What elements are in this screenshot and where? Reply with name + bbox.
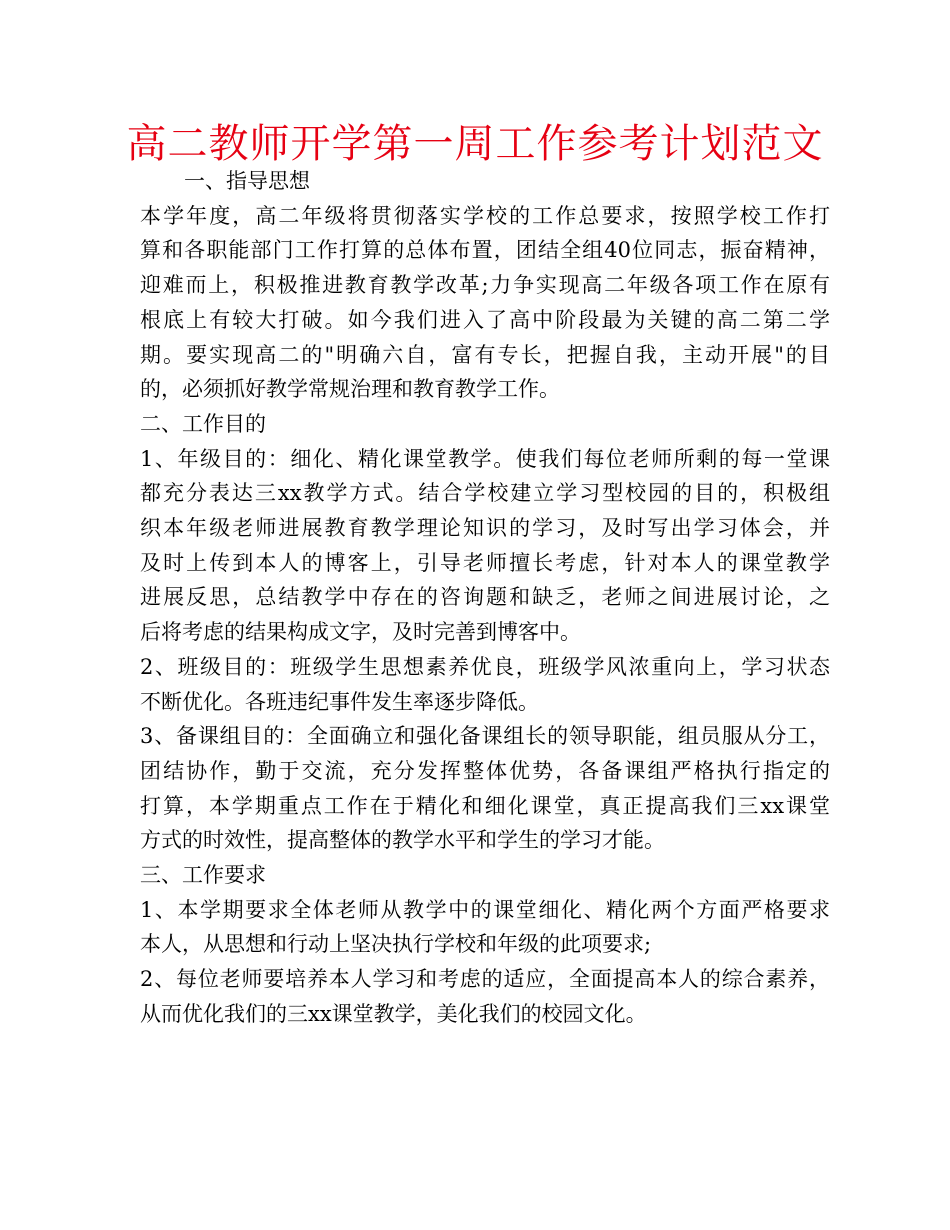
paragraph-line: 不断优化。各班违纪事件发生率逐步降低。 [140, 689, 539, 714]
paragraph-line: 期。要实现高二的"明确六自，富有专长，把握自我，主动开展"的目 [140, 342, 830, 367]
section-heading: 三、工作要求 [140, 863, 266, 888]
paragraph-line: 本人，从思想和行动上坚决执行学校和年级的此项要求; [140, 932, 652, 957]
section-heading: 二、工作目的 [140, 411, 266, 436]
paragraph-line: 方式的时效性，提高整体的教学水平和学生的学习才能。 [140, 828, 665, 853]
section-heading: 一、指导思想 [184, 169, 310, 193]
paragraph-line: 算和各职能部门工作打算的总体布置，团结全组40位同志，振奋精神， [140, 238, 830, 263]
paragraph-line: 都充分表达三xx教学方式。结合学校建立学习型校园的目的，积极组 [140, 481, 830, 506]
paragraph-line: 2、班级目的：班级学生思想素养优良，班级学风浓重向上，学习状态 [140, 654, 830, 679]
paragraph-line: 2、每位老师要培养本人学习和考虑的适应，全面提高本人的综合素养， [140, 967, 830, 992]
paragraph-line: 织本年级老师进展教育教学理论知识的学习，及时写出学习体会，并 [140, 516, 830, 541]
paragraph-line: 根底上有较大打破。如今我们进入了高中阶段最为关键的高二第二学 [140, 307, 830, 332]
document-title: 高二教师开学第一周工作参考计划范文 [126, 121, 824, 167]
paragraph-line: 进展反思，总结教学中存在的咨询题和缺乏，老师之间进展讨论，之 [140, 585, 830, 610]
paragraph-line: 3、备课组目的：全面确立和强化备课组长的领导职能，组员服从分工， [140, 724, 830, 749]
paragraph-line: 从而优化我们的三xx课堂教学，美化我们的校园文化。 [140, 1001, 647, 1026]
paragraph-line: 及时上传到本人的博客上，引导老师擅长考虑，针对本人的课堂教学 [140, 550, 830, 575]
paragraph-line: 迎难而上，积极推进教育教学改革;力争实现高二年级各项工作在原有 [140, 273, 830, 298]
paragraph-line: 1、年级目的：细化、精化课堂教学。使我们每位老师所剩的每一堂课 [140, 446, 830, 471]
document-body [140, 164, 830, 1032]
paragraph-line: 1、本学期要求全体老师从教学中的课堂细化、精化两个方面严格要求 [140, 897, 830, 922]
paragraph-line: 团结协作，勤于交流，充分发挥整体优势，各备课组严格执行指定的 [140, 758, 830, 783]
paragraph-line: 打算，本学期重点工作在于精化和细化课堂，真正提高我们三xx课堂 [140, 793, 830, 818]
paragraph-line: 本学年度，高二年级将贯彻落实学校的工作总要求，按照学校工作打 [140, 203, 830, 228]
paragraph-line: 后将考虑的结果构成文字，及时完善到博客中。 [140, 620, 581, 645]
paragraph-line: 的，必须抓好教学常规治理和教育教学工作。 [140, 377, 560, 402]
